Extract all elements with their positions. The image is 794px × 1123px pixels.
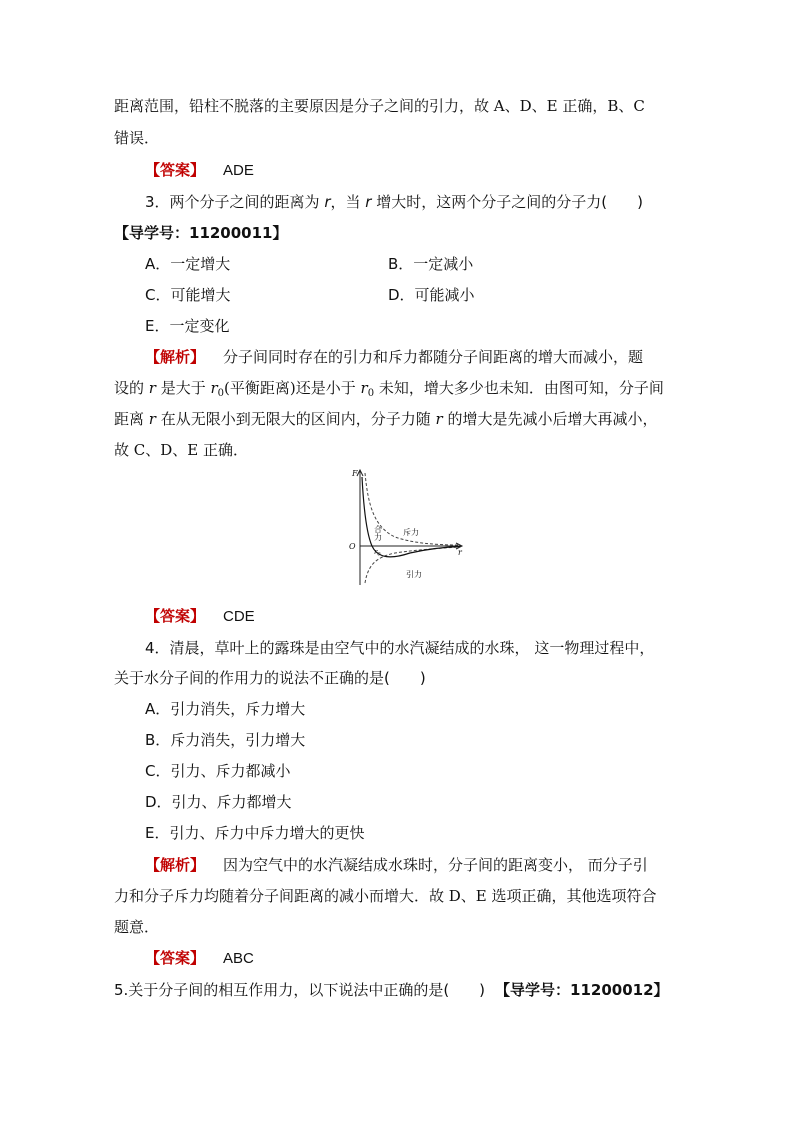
option-e: E．引力、斥力中斥力增大的更快 bbox=[145, 824, 365, 842]
axis-label-r: r bbox=[458, 548, 462, 557]
answer-tag: 【答案】 bbox=[145, 607, 206, 625]
repulsion-label: 斥力 bbox=[403, 528, 419, 537]
option-a: A．引力消失，斥力增大 bbox=[145, 700, 306, 718]
answer-tag: 【答案】 bbox=[145, 161, 206, 179]
question-stem: 关于水分子间的作用力的说法不正确的是( ) bbox=[114, 669, 426, 687]
analysis-line: 力和分子斥力均随着分子间距离的减小而增大．故 D、E 选项正确，其他选项符合 bbox=[114, 887, 657, 905]
question-stem: 3．两个分子之间的距离为 r，当 r 增大时，这两个分子之间的分子力( ) bbox=[145, 193, 643, 211]
answer-value: ABC bbox=[223, 950, 254, 967]
option-d: D．可能减小 bbox=[388, 286, 475, 304]
option-b: B．斥力消失，引力增大 bbox=[145, 731, 306, 749]
analysis-tag: 【解析】 bbox=[145, 348, 206, 366]
analysis-line: 距离范围，铅柱不脱落的主要原因是分子之间的引力，故 A、D、E 正确，B、C bbox=[114, 97, 645, 115]
analysis-tag: 【解析】 bbox=[145, 856, 206, 874]
answer-value: CDE bbox=[223, 608, 255, 625]
analysis-line: 距离 r 在从无限小到无限大的区间内，分子力随 r 的增大是先减小后增大再减小， bbox=[114, 410, 658, 428]
r0-label: $r_0$ bbox=[374, 548, 381, 558]
analysis-line: 错误． bbox=[114, 129, 160, 147]
option-e: E．一定变化 bbox=[145, 317, 230, 335]
option-c: C．可能增大 bbox=[145, 286, 231, 304]
answer-line bbox=[145, 606, 255, 627]
answer-value: ADE bbox=[223, 162, 254, 179]
option-b: B．一定减小 bbox=[388, 255, 474, 273]
answer-line bbox=[145, 948, 254, 969]
origin-label: O bbox=[349, 542, 356, 551]
guide-number: 【导学号：11200012】 bbox=[495, 981, 669, 999]
option-a: A．一定增大 bbox=[145, 255, 231, 273]
axis-label-f: F bbox=[352, 469, 358, 478]
answer-line bbox=[145, 160, 254, 181]
answer-tag: 【答案】 bbox=[145, 949, 206, 967]
question-stem: 5.关于分子间的相互作用力，以下说法中正确的是( ) 【导学号：11200012】 bbox=[114, 981, 669, 999]
analysis-line: 【解析】 因为空气中的水汽凝结成水珠时，分子间的距离变小， 而分子引 bbox=[145, 856, 648, 874]
analysis-line: 设的 r 是大于 $r_0$(平衡距离)还是小于 $r_0$ 未知，增大多少也未知．由图可知，分子间 bbox=[114, 379, 664, 399]
analysis-line: 【解析】 分子间同时存在的引力和斥力都随分子间距离的增大而减小，题 bbox=[145, 348, 644, 366]
guide-number: 【导学号：11200011】 bbox=[114, 224, 288, 242]
analysis-line: 题意． bbox=[114, 918, 160, 936]
option-c: C．引力、斥力都减小 bbox=[145, 762, 291, 780]
question-stem: 4．清晨，草叶上的露珠是由空气中的水汽凝结成的水珠， 这一物理过程中， bbox=[145, 639, 655, 657]
analysis-line: 故 C、D、E 正确． bbox=[114, 441, 248, 459]
attraction-label: 引力 bbox=[406, 570, 422, 579]
molecular-force-graph bbox=[340, 465, 465, 590]
net-force-label: 合力 bbox=[373, 525, 383, 541]
option-d: D．引力、斥力都增大 bbox=[145, 793, 292, 811]
